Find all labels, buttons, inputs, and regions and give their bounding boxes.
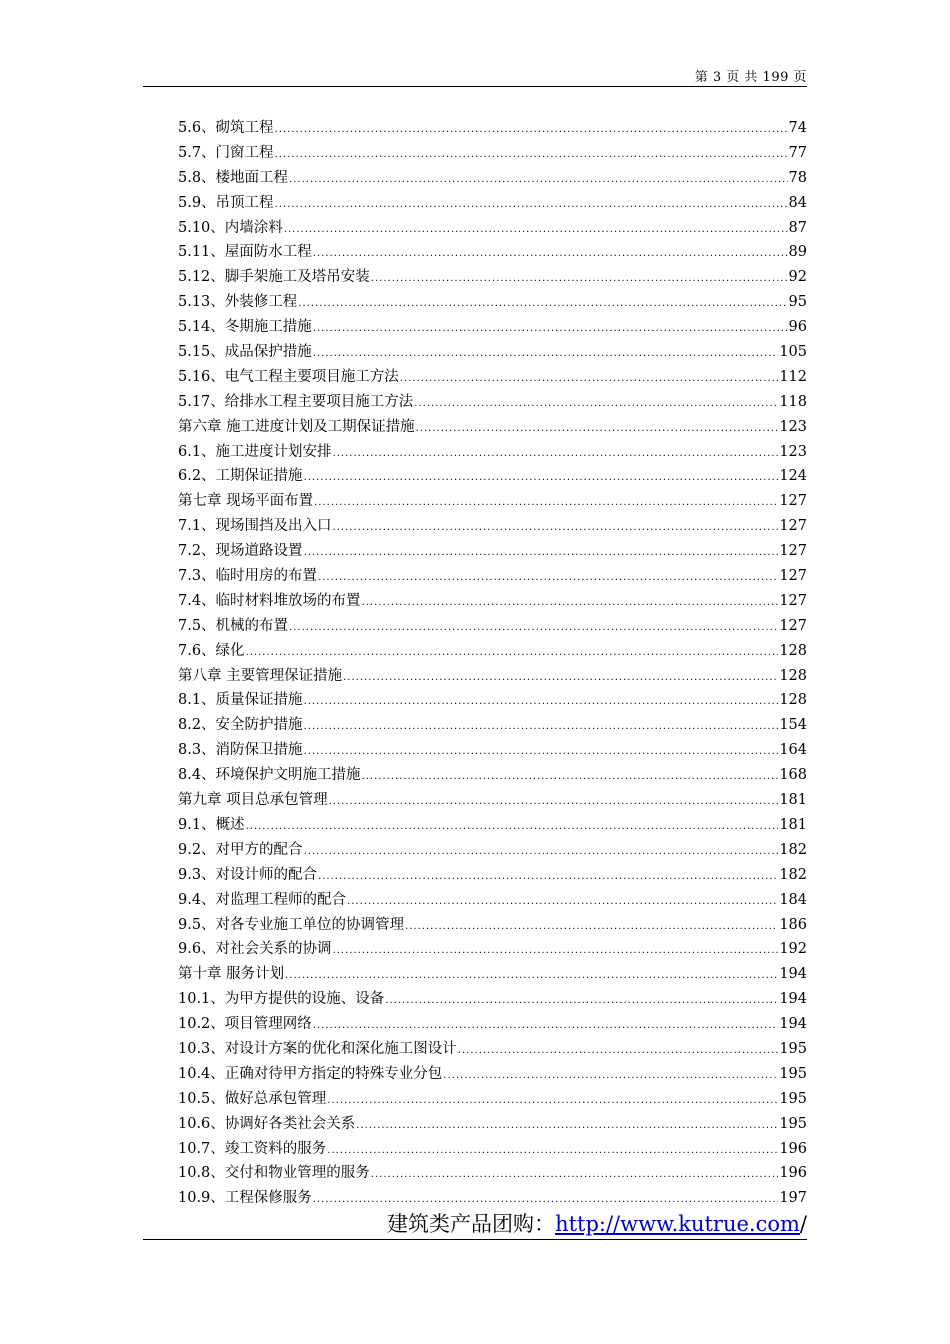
toc-entry-title: 9.5、对各专业施工单位的协调管理: [178, 916, 405, 933]
toc-entry-title: 5.13、外装修工程: [178, 294, 298, 311]
toc-entry-title: 第十章 服务计划: [178, 966, 285, 983]
toc-entry-page-number: 195: [779, 1115, 807, 1132]
toc-dot-leader: [289, 168, 787, 193]
toc-entry[interactable]: [178, 688, 807, 713]
toc-entry[interactable]: [178, 962, 807, 987]
toc-entry-page-number: 127: [779, 568, 807, 585]
toc-entry-page-number: 192: [779, 941, 807, 958]
toc-entry[interactable]: [178, 1137, 807, 1162]
toc-dot-leader: [246, 641, 779, 666]
toc-entry-page-number: 186: [779, 916, 807, 933]
toc-dot-leader: [329, 790, 779, 815]
toc-dot-leader: [371, 1163, 779, 1188]
toc-dot-leader: [298, 292, 787, 317]
toc-entry-title: 7.6、绿化: [178, 642, 245, 659]
toc-entry[interactable]: [178, 166, 807, 191]
toc-entry[interactable]: [178, 1112, 807, 1137]
toc-entry[interactable]: [178, 1087, 807, 1112]
toc-entry-title: 5.12、脚手架施工及塔吊安装: [178, 269, 370, 286]
toc-entry-page-number: 168: [779, 767, 807, 784]
toc-entry-page-number: 197: [779, 1190, 807, 1207]
toc-entry-title: 5.8、楼地面工程: [178, 169, 289, 186]
toc-entry-title: 9.6、对社会关系的协调: [178, 941, 332, 958]
toc-entry[interactable]: [178, 141, 807, 166]
toc-entry-title: 5.6、砌筑工程: [178, 120, 274, 136]
toc-entry[interactable]: [178, 514, 807, 539]
toc-entry[interactable]: [178, 1062, 807, 1087]
toc-entry-page-number: 74: [788, 120, 807, 136]
toc-dot-leader: [400, 367, 779, 392]
toc-entry-page-number: 78: [788, 169, 807, 186]
toc-entry[interactable]: [178, 639, 807, 664]
toc-entry-title: 5.16、电气工程主要项目施工方法: [178, 368, 399, 385]
toc-entry[interactable]: [178, 664, 807, 689]
toc-dot-leader: [275, 143, 788, 168]
toc-dot-leader: [284, 218, 788, 243]
toc-entry-title: 10.2、项目管理网络: [178, 1016, 312, 1033]
toc-entry-title: 第九章 项目总承包管理: [178, 792, 328, 809]
toc-dot-leader: [333, 939, 779, 964]
toc-dot-leader: [318, 566, 778, 591]
toc-dot-leader: [304, 715, 779, 740]
toc-entry[interactable]: [178, 987, 807, 1012]
toc-dot-leader: [356, 1114, 778, 1139]
toc-dot-leader: [362, 591, 779, 616]
toc-entry-page-number: 77: [788, 144, 807, 161]
toc-entry[interactable]: [178, 788, 807, 813]
toc-entry[interactable]: [178, 763, 807, 788]
toc-entry[interactable]: [178, 464, 807, 489]
toc-entry-page-number: 118: [779, 393, 807, 410]
toc-entry-title: 9.1、概述: [178, 816, 245, 833]
toc-entry[interactable]: [178, 365, 807, 390]
toc-entry[interactable]: [178, 863, 807, 888]
toc-entry-page-number: 128: [779, 642, 807, 659]
toc-entry-title: 第七章 现场平面布置: [178, 493, 314, 510]
toc-entry[interactable]: [178, 838, 807, 863]
toc-entry-page-number: 124: [779, 468, 807, 485]
toc-dot-leader: [318, 865, 778, 890]
toc-entry-page-number: 182: [779, 841, 807, 858]
toc-entry-title: 10.1、为甲方提供的设施、设备: [178, 991, 385, 1008]
toc-entry-title: 7.5、机械的布置: [178, 617, 289, 634]
toc-entry-page-number: 184: [779, 891, 807, 908]
toc-dot-leader: [313, 342, 779, 367]
toc-dot-leader: [416, 417, 779, 442]
toc-entry-page-number: 154: [779, 717, 807, 734]
toc-entry-title: 5.9、吊顶工程: [178, 194, 274, 211]
toc-entry[interactable]: [178, 813, 807, 838]
toc-entry-page-number: 105: [779, 344, 807, 361]
toc-entry-page-number: 123: [779, 418, 807, 435]
toc-entry-title: 7.2、现场道路设置: [178, 543, 303, 560]
toc-entry[interactable]: [178, 589, 807, 614]
toc-dot-leader: [371, 267, 788, 292]
toc-entry[interactable]: [178, 440, 807, 465]
toc-entry-title: 9.2、对甲方的配合: [178, 841, 303, 858]
toc-entry[interactable]: [178, 415, 807, 440]
toc-entry-page-number: 182: [779, 866, 807, 883]
toc-entry-page-number: 127: [779, 617, 807, 634]
toc-entry-title: 5.7、门窗工程: [178, 144, 274, 161]
toc-dot-leader: [385, 989, 778, 1014]
toc-dot-leader: [362, 765, 779, 790]
toc-entry-title: 6.1、施工进度计划安排: [178, 443, 332, 460]
toc-entry-title: 9.4、对监理工程师的配合: [178, 891, 347, 908]
toc-entry-page-number: 127: [779, 543, 807, 560]
toc-entry[interactable]: [178, 1161, 807, 1186]
toc-entry-page-number: 87: [788, 219, 807, 236]
toc-dot-leader: [289, 616, 778, 641]
toc-entry[interactable]: [178, 614, 807, 639]
toc-entry[interactable]: [178, 116, 807, 141]
toc-entry[interactable]: [178, 564, 807, 589]
toc-entry-page-number: 181: [779, 792, 807, 809]
toc-dot-leader: [458, 1039, 779, 1064]
footer-suffix: /: [799, 1212, 807, 1236]
toc-entry-title: 9.3、对设计师的配合: [178, 866, 318, 883]
toc-dot-leader: [327, 1089, 778, 1114]
toc-entry-page-number: 127: [779, 493, 807, 510]
footer-promo: [387, 1209, 807, 1239]
toc-entry-page-number: 89: [788, 244, 807, 261]
toc-entry-title: 5.14、冬期施工措施: [178, 319, 312, 336]
toc-entry-page-number: 96: [788, 319, 807, 336]
toc-entry[interactable]: [178, 191, 807, 216]
toc-dot-leader: [275, 193, 788, 218]
toc-entry[interactable]: [178, 216, 807, 241]
toc-entry-title: 10.7、竣工资料的服务: [178, 1140, 327, 1157]
toc-dot-leader: [343, 666, 778, 691]
toc-entry[interactable]: [178, 1012, 807, 1037]
toc-entry[interactable]: [178, 937, 807, 962]
toc-entry[interactable]: [178, 390, 807, 415]
toc-dot-leader: [327, 1139, 778, 1164]
toc-dot-leader: [304, 840, 779, 865]
toc-dot-leader: [314, 491, 778, 516]
toc-entry-page-number: 164: [779, 742, 807, 759]
toc-entry[interactable]: [178, 240, 807, 265]
toc-entry-title: 8.3、消防保卫措施: [178, 742, 303, 759]
toc-entry[interactable]: [178, 290, 807, 315]
toc-dot-leader: [246, 815, 779, 840]
toc-entry[interactable]: [178, 489, 807, 514]
toc-entry-title: 6.2、工期保证措施: [178, 468, 303, 485]
toc-entry[interactable]: [178, 713, 807, 738]
toc-entry[interactable]: [178, 1037, 807, 1062]
toc-entry-page-number: 128: [779, 692, 807, 709]
toc-dot-leader: [313, 242, 788, 267]
toc-entry-title: 8.4、环境保护文明施工措施: [178, 767, 361, 784]
table-of-contents: [178, 116, 807, 1211]
toc-dot-leader: [304, 466, 779, 491]
toc-entry[interactable]: [178, 913, 807, 938]
toc-entry-title: 5.15、成品保护措施: [178, 344, 312, 361]
page-footer: [143, 1209, 807, 1240]
footer-label: 建筑类产品团购：: [387, 1212, 556, 1236]
toc-entry-title: 10.4、正确对待甲方指定的特殊专业分包: [178, 1065, 443, 1082]
toc-entry-page-number: 95: [788, 294, 807, 311]
toc-entry-page-number: 194: [779, 966, 807, 983]
toc-entry-page-number: 196: [779, 1140, 807, 1157]
toc-entry-title: 第八章 主要管理保证措施: [178, 667, 343, 684]
toc-dot-leader: [333, 516, 779, 541]
toc-entry-page-number: 196: [779, 1165, 807, 1182]
toc-entry-page-number: 127: [779, 518, 807, 535]
toc-entry-page-number: 195: [779, 1065, 807, 1082]
toc-dot-leader: [333, 442, 779, 467]
toc-entry-title: 8.1、质量保证措施: [178, 692, 303, 709]
toc-entry[interactable]: [178, 738, 807, 763]
toc-dot-leader: [304, 690, 779, 715]
toc-dot-leader: [304, 541, 779, 566]
toc-entry-page-number: 195: [779, 1040, 807, 1057]
toc-entry-title: 7.4、临时材料堆放场的布置: [178, 592, 361, 609]
toc-entry-page-number: 127: [779, 592, 807, 609]
toc-dot-leader: [304, 740, 779, 765]
toc-dot-leader: [414, 392, 778, 417]
toc-entry-title: 10.5、做好总承包管理: [178, 1090, 327, 1107]
toc-entry-title: 10.8、交付和物业管理的服务: [178, 1165, 370, 1182]
toc-dot-leader: [313, 1014, 779, 1039]
toc-dot-leader: [405, 915, 778, 940]
toc-entry-title: 8.2、安全防护措施: [178, 717, 303, 734]
toc-dot-leader: [347, 890, 778, 915]
toc-entry[interactable]: [178, 888, 807, 913]
toc-entry-page-number: 128: [779, 667, 807, 684]
toc-dot-leader: [275, 118, 788, 143]
toc-entry[interactable]: [178, 340, 807, 365]
toc-entry[interactable]: [178, 265, 807, 290]
toc-entry-page-number: 194: [779, 1016, 807, 1033]
page-number: 第 3 页 共 199 页: [694, 70, 807, 85]
toc-entry-title: 10.3、对设计方案的优化和深化施工图设计: [178, 1040, 457, 1057]
toc-entry[interactable]: [178, 1186, 807, 1211]
toc-dot-leader: [443, 1064, 778, 1089]
toc-entry-title: 10.6、协调好各类社会关系: [178, 1115, 356, 1132]
toc-entry[interactable]: [178, 539, 807, 564]
toc-entry-title: 5.11、屋面防水工程: [178, 244, 312, 261]
toc-entry-page-number: 112: [779, 368, 807, 385]
toc-entry-page-number: 84: [788, 194, 807, 211]
toc-entry-page-number: 181: [779, 816, 807, 833]
toc-entry-page-number: 123: [779, 443, 807, 460]
toc-entry-page-number: 92: [788, 269, 807, 286]
toc-dot-leader: [285, 964, 778, 989]
toc-entry-title: 7.3、临时用房的布置: [178, 568, 318, 585]
toc-entry-title: 10.9、工程保修服务: [178, 1190, 312, 1207]
toc-dot-leader: [313, 317, 788, 342]
footer-website-link[interactable]: http://www.kutrue.com: [555, 1212, 800, 1236]
toc-entry-title: 5.17、给排水工程主要项目施工方法: [178, 393, 414, 410]
toc-entry-page-number: 194: [779, 991, 807, 1008]
toc-entry-title: 5.10、内墙涂料: [178, 219, 283, 236]
toc-entry-title: 第六章 施工进度计划及工期保证措施: [178, 418, 415, 435]
toc-entry-title: 7.1、现场围挡及出入口: [178, 518, 332, 535]
toc-entry-page-number: 195: [779, 1090, 807, 1107]
toc-entry[interactable]: [178, 315, 807, 340]
page-header: [143, 62, 807, 87]
